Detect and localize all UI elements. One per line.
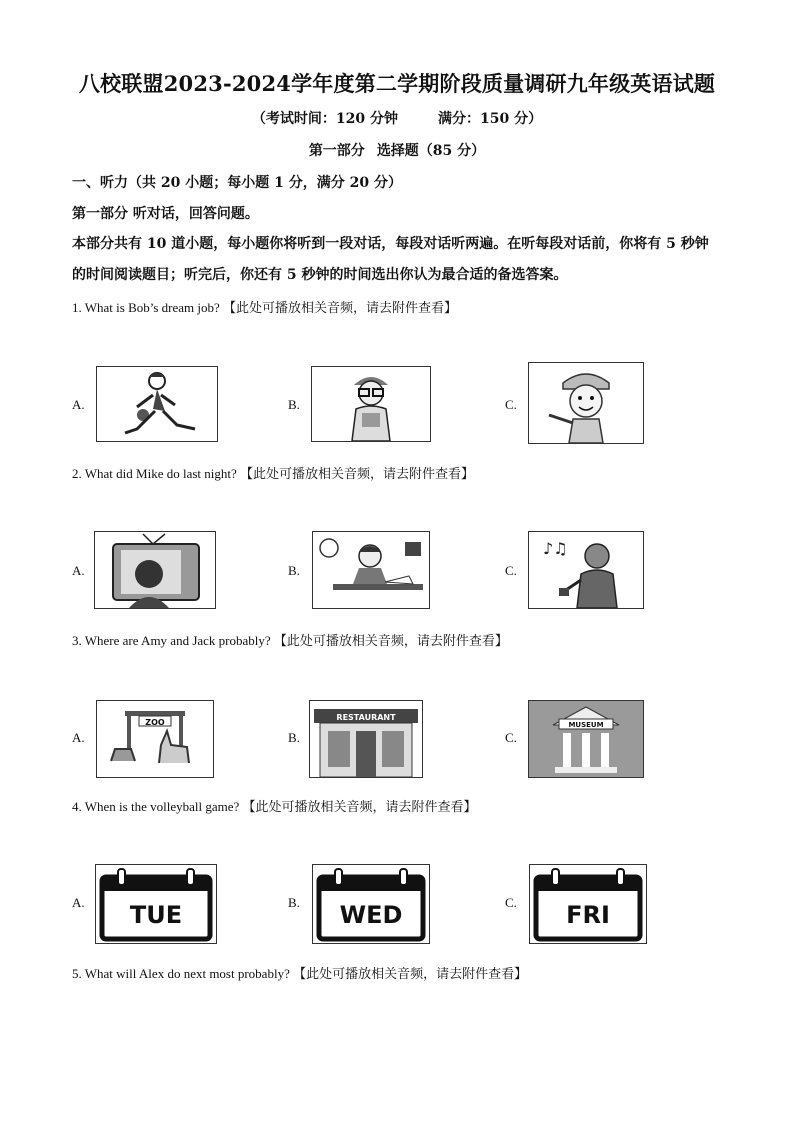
singing-icon[interactable]	[528, 531, 644, 609]
option-c[interactable]: C.	[505, 563, 517, 578]
option-a[interactable]: A.	[72, 895, 85, 910]
question-text: 4. When is the volleyball game?	[72, 799, 240, 814]
option-c[interactable]: C.	[505, 730, 517, 745]
zoo-sign: ZOO	[145, 718, 165, 727]
exam-time: （考试时间：120 分钟	[251, 111, 398, 127]
basketball-player-icon[interactable]	[96, 366, 218, 442]
option-b[interactable]: B.	[288, 397, 300, 412]
section-instructions: 本部分共有 10 道小题，每小题你将听到一段对话，每段对话听两遍。在听每段对话前，你将有 5 秒钟的时间阅读题目；听完后，你还有 5 秒钟的时间选出你认为最合适的备选答案。	[72, 236, 709, 283]
question-2	[72, 463, 474, 482]
calendar-icon[interactable]	[95, 864, 217, 944]
cook-icon[interactable]	[528, 362, 644, 444]
question-5	[72, 963, 527, 982]
watching-tv-icon[interactable]	[94, 531, 216, 609]
scientist-icon[interactable]	[311, 366, 431, 442]
option-b[interactable]: B.	[288, 895, 300, 910]
audio-note[interactable]: 【此处可播放相关音频，请去附件查看】	[242, 800, 477, 815]
question-1	[72, 297, 457, 316]
restaurant-sign: RESTAURANT	[336, 713, 396, 722]
full-score: 满分：150 分）	[438, 111, 543, 127]
question-4	[72, 796, 477, 815]
exam-info	[0, 108, 794, 128]
museum-icon[interactable]	[528, 700, 644, 778]
option-a[interactable]: A.	[72, 563, 85, 578]
question-text: 1. What is Bob’s dream job?	[72, 300, 220, 315]
option-b[interactable]: B.	[288, 730, 300, 745]
svg-text:♪♫: ♪♫	[543, 539, 568, 558]
question-text: 2. What did Mike do last night?	[72, 466, 237, 481]
audio-note[interactable]: 【此处可播放相关音频，请去附件查看】	[293, 967, 528, 982]
question-text: 5. What will Alex do next most probably?	[72, 966, 290, 981]
day-label: TUE	[129, 901, 183, 929]
option-a[interactable]: A.	[72, 397, 85, 412]
day-label: FRI	[566, 901, 610, 929]
day-label: WED	[339, 901, 403, 929]
option-a[interactable]: A.	[72, 730, 85, 745]
question-text: 3. Where are Amy and Jack probably?	[72, 633, 271, 648]
option-b[interactable]: B.	[288, 563, 300, 578]
audio-note[interactable]: 【此处可播放相关音频，请去附件查看】	[223, 301, 458, 316]
part-one-label: 第一部分	[308, 143, 365, 159]
section-subheading: 第一部分 听对话，回答问题。	[72, 206, 259, 222]
calendar-icon[interactable]	[312, 864, 430, 944]
calendar-icon[interactable]	[529, 864, 647, 944]
restaurant-icon[interactable]	[309, 700, 423, 778]
option-c[interactable]: C.	[505, 895, 517, 910]
exam-title: 八校联盟2023-2024学年度第二学期阶段质量调研九年级英语试题	[78, 71, 716, 96]
section-heading: 一、听力（共 20 小题；每小题 1 分，满分 20 分）	[72, 175, 402, 191]
audio-note[interactable]: 【此处可播放相关音频，请去附件查看】	[240, 467, 475, 482]
audio-note[interactable]: 【此处可播放相关音频，请去附件查看】	[273, 634, 508, 649]
museum-sign: MUSEUM	[568, 721, 604, 729]
part-heading	[0, 140, 794, 160]
option-c[interactable]: C.	[505, 397, 517, 412]
zoo-icon[interactable]	[96, 700, 214, 778]
question-3	[72, 630, 508, 649]
studying-icon[interactable]	[312, 531, 430, 609]
part-one-name: 选择题（85 分）	[376, 143, 486, 159]
